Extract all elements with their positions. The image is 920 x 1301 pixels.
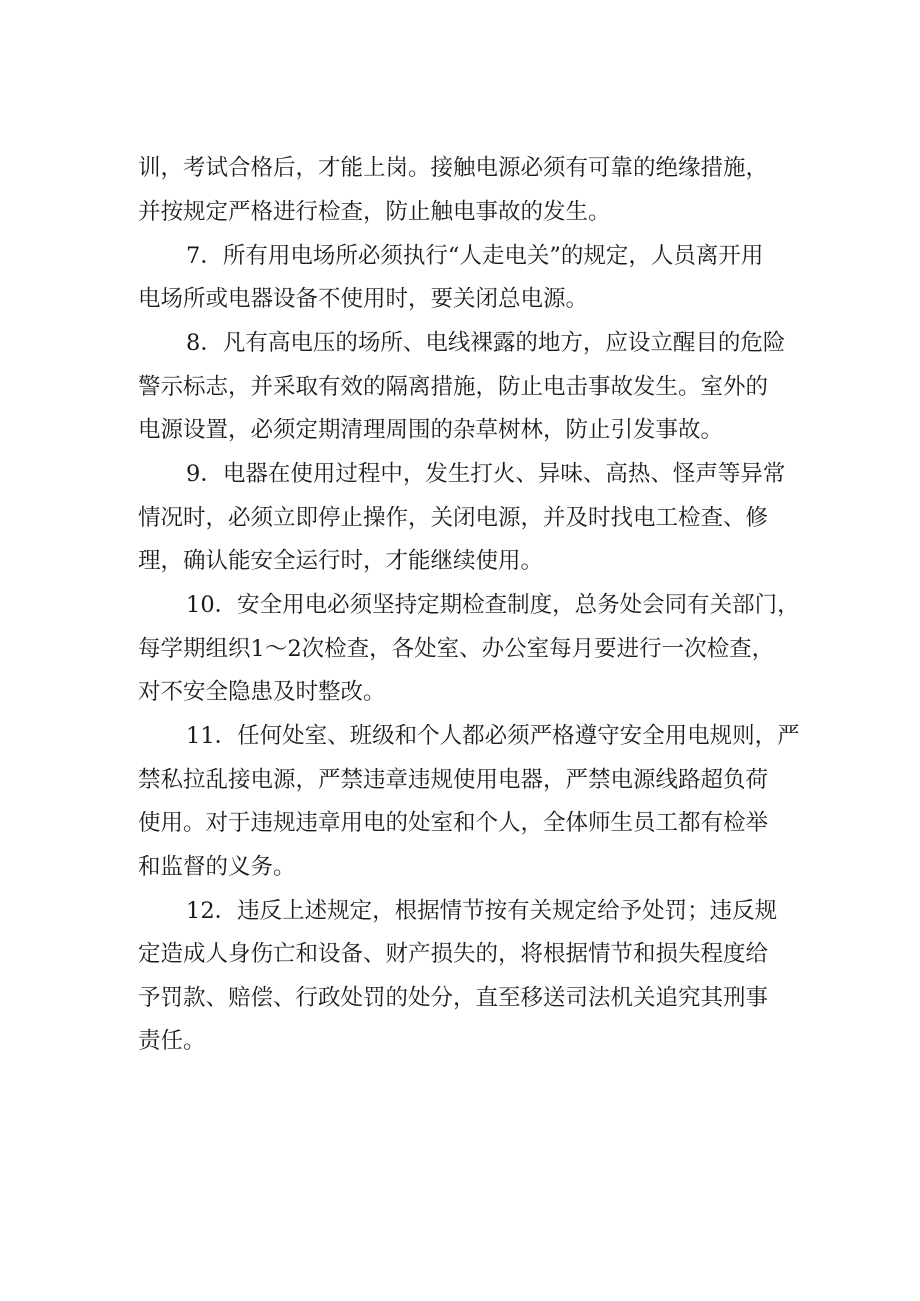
paragraph-11-start: 11．任何处室、班级和个人都必须严格遵守安全用电规则，严 <box>186 723 800 749</box>
paragraph-10-start: 10．安全用电必须坚持定期检查制度，总务处会同有关部门， <box>186 592 800 618</box>
text-line: 情况时，必须立即停止操作，关闭电源，并及时找电工检查、修 <box>138 505 769 531</box>
text-line: 每学期组织1～2次检查，各处室、办公室每月要进行一次检查， <box>138 636 775 662</box>
text-line: 警示标志，并采取有效的隔离措施，防止电击事故发生。室外的 <box>138 374 769 400</box>
text-line: 对不安全隐患及时整改。 <box>138 679 386 705</box>
paragraph-9-start: 9．电器在使用过程中，发生打火、异味、高热、怪声等异常 <box>186 461 786 487</box>
paragraph-7-start: 7．所有用电场所必须执行“人走电关”的规定，人员离开用 <box>186 243 764 269</box>
text-line: 使用。对于违规违章用电的处室和个人，全体师生员工都有检举 <box>138 810 769 836</box>
text-line: 电源设置，必须定期清理周围的杂草树林，防止引发事故。 <box>138 417 724 443</box>
text-line: 责任。 <box>138 1028 206 1054</box>
text-line: 禁私拉乱接电源，严禁违章违规使用电器，严禁电源线路超负荷 <box>138 767 769 793</box>
text-line: 电场所或电器设备不使用时，要关闭总电源。 <box>138 286 589 312</box>
text-line: 训，考试合格后，才能上岗。接触电源必须有可靠的绝缘措施， <box>138 155 769 181</box>
paragraph-12-start: 12．违反上述规定，根据情节按有关规定给予处罚；违反规 <box>186 898 778 924</box>
paragraph-8-start: 8．凡有高电压的场所、电线裸露的地方，应设立醒目的危险 <box>186 330 786 356</box>
text-line: 理，确认能安全运行时，才能继续使用。 <box>138 548 544 574</box>
text-line: 定造成人身伤亡和设备、财产损失的，将根据情节和损失程度给 <box>138 941 769 967</box>
text-line: 并按规定严格进行检查，防止触电事故的发生。 <box>138 199 611 225</box>
text-line: 和监督的义务。 <box>138 854 296 880</box>
text-line: 予罚款、赔偿、行政处罚的处分，直至移送司法机关追究其刑事 <box>138 985 769 1011</box>
